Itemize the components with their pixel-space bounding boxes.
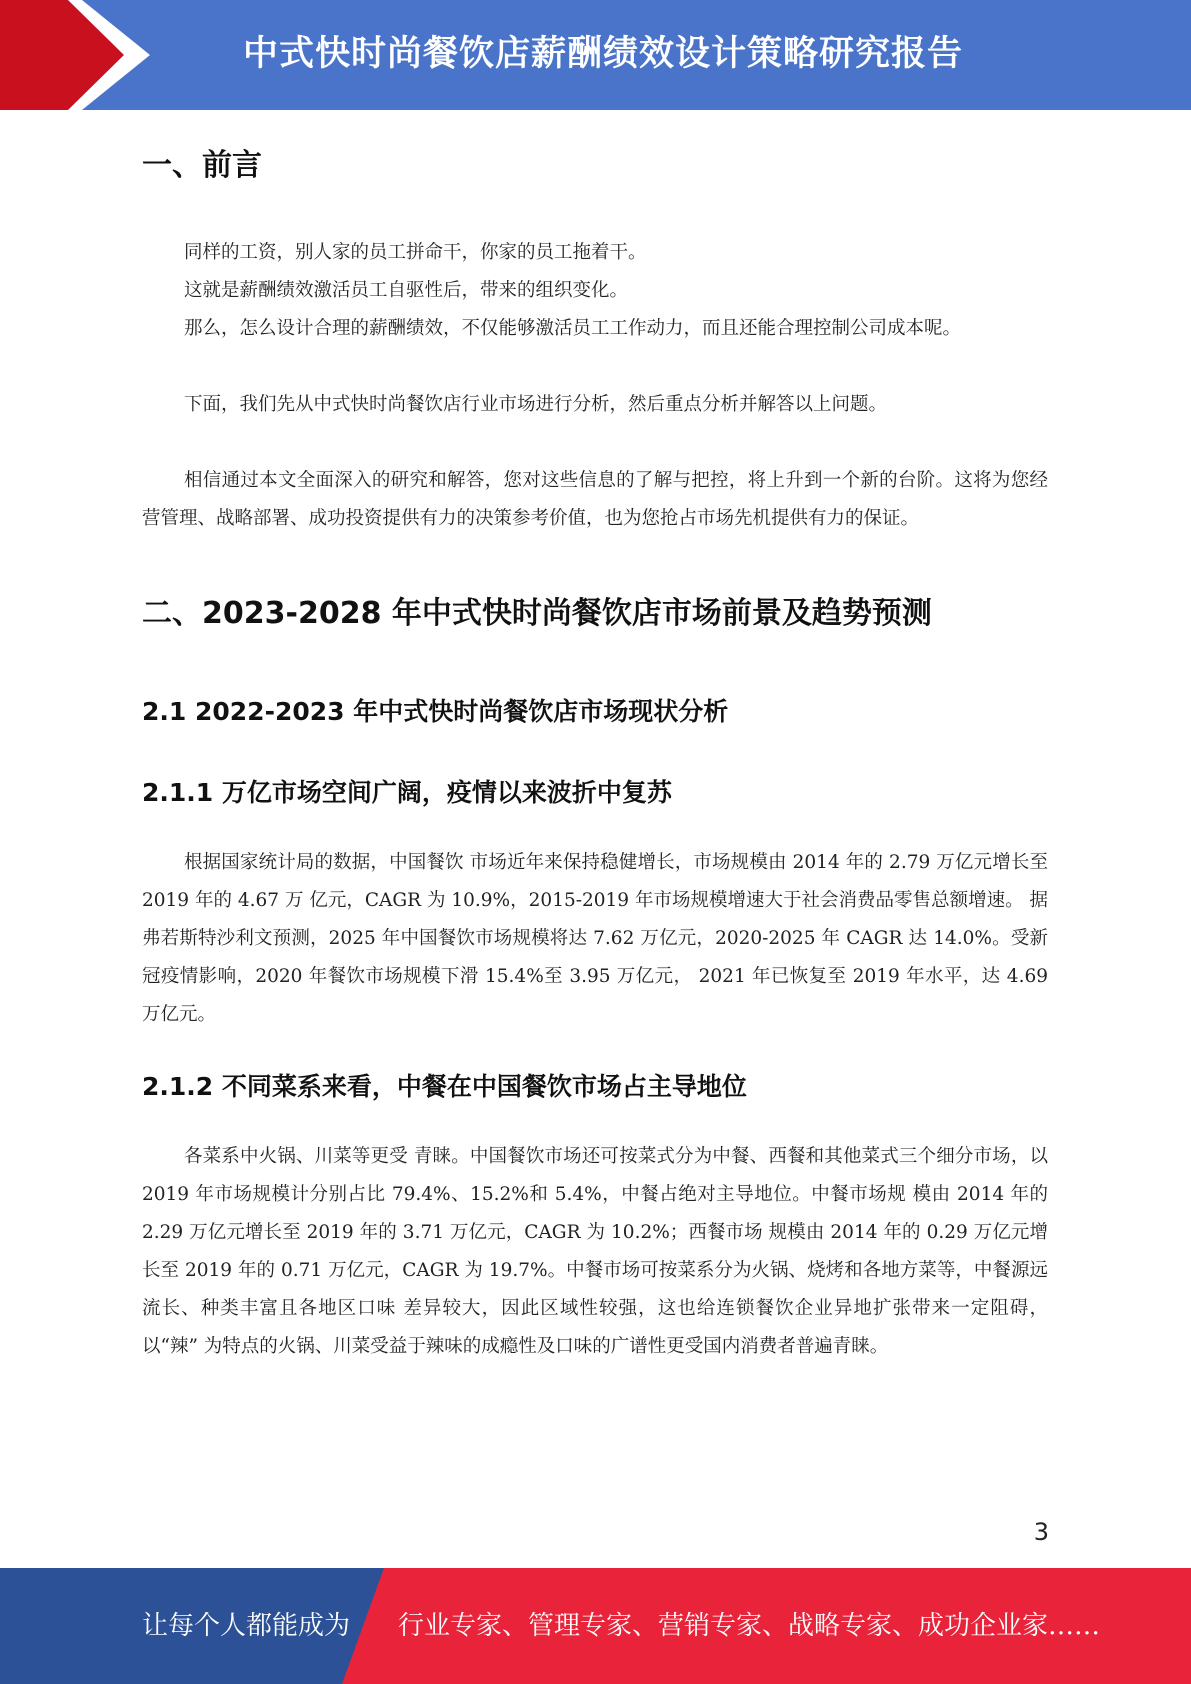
preface-paragraph: 下面，我们先从中式快时尚餐饮店行业市场进行分析，然后重点分析并解答以上问题。 — [184, 394, 888, 415]
section-heading-forecast: 二、2023-2028 年中式快时尚餐饮店市场前景及趋势预测 — [142, 596, 932, 631]
section-heading-preface: 一、前言 — [142, 148, 262, 183]
footer-banner — [0, 1568, 1191, 1684]
body-paragraph-2-1-2: 各菜系中火锅、川菜等更受 青睐。中国餐饮市场还可按菜式分为中餐、西餐和其他菜式三个细分市场，以 2019 年市场规模计分别占比 79.4%、15.2%和 5.4%，中餐占绝对主导地位。中餐市场规 模由 2014 年的 2.29 万亿元增长至 2019 年的 3.71 万亿元，CAGR 为 10.2%；西餐市场 规模由 2014 年的 0.29 万亿元增长至 2019 年的 0.71 万亿元，CAGR 为 19.7%。中餐市场可按菜系分为火锅、烧烤和各地方菜等，中餐源远流长、种类丰富且各地区口味 差异较大，因此区域性较强，这也给连锁餐饮企业异地扩张带来一定阻碍，以“辣” 为特点的火锅、川菜受益于辣味的成瘾性及口味的广谱性更受国内消费者普遍青睐。 — [142, 1146, 1048, 1357]
header-chevron-decoration — [0, 0, 160, 110]
preface-paragraph: 相信通过本文全面深入的研究和解答，您对这些信息的了解与把控，将上升到一个新的台阶。这将为您经营管理、战略部署、成功投资提供有力的决策参考价值，也为您抢占市场先机提供有力的保证。 — [142, 470, 1048, 529]
page-number: 3 — [1033, 1518, 1049, 1546]
header-banner — [0, 0, 1191, 110]
subsection-heading-2-1-2: 2.1.2 不同菜系来看，中餐在中国餐饮市场占主导地位 — [142, 1072, 747, 1101]
subsection-heading-2-1: 2.1 2022-2023 年中式快时尚餐饮店市场现状分析 — [142, 697, 729, 726]
preface-paragraph: 这就是薪酬绩效激活员工自驱性后，带来的组织变化。 — [184, 280, 629, 301]
report-title: 中式快时尚餐饮店薪酬绩效设计策略研究报告 — [242, 34, 963, 74]
preface-paragraph: 那么，怎么设计合理的薪酬绩效，不仅能够激活员工工作动力，而且还能合理控制公司成本呢。 — [184, 318, 962, 339]
body-paragraph-2-1-1: 根据国家统计局的数据，中国餐饮 市场近年来保持稳健增长，市场规模由 2014 年的 2.79 万亿元增长至 2019 年的 4.67 万 亿元，CAGR 为 10.9%，2015-2019 年市场规模增速大于社会消费品零售总额增速。 据弗若斯特沙利文预测，2025 年中国餐饮市场规模将达 7.62 万亿元，2020-2025 年 CAGR 达 14.0%。受新冠疫情影响，2020 年餐饮市场规模下滑 15.4%至 3.95 万亿元， 2021 年已恢复至 2019 年水平，达 4.69 万亿元。 — [142, 852, 1048, 1025]
subsection-heading-2-1-1: 2.1.1 万亿市场空间广阔，疫情以来波折中复苏 — [142, 778, 672, 807]
page-content — [142, 110, 1048, 1366]
preface-paragraph: 同样的工资，别人家的员工拼命干，你家的员工拖着干。 — [184, 242, 647, 263]
footer-slogan-left: 让每个人都能成为 — [142, 1611, 351, 1641]
footer-slogan-right: 行业专家、管理专家、营销专家、战略专家、成功企业家…… — [398, 1611, 1101, 1641]
